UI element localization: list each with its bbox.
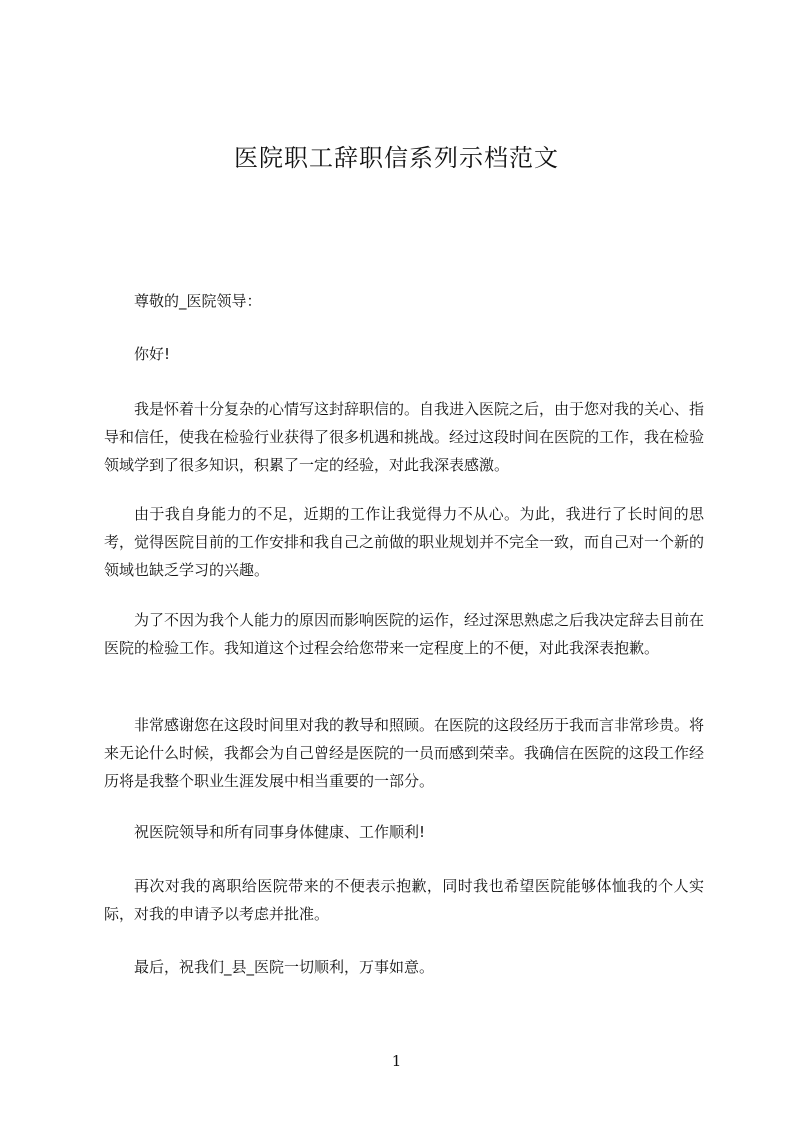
salutation: 尊敬的_医院领导： [134,292,262,310]
page-number: 1 [391,1052,402,1070]
body-paragraph: 我是怀着十分复杂的心情写这封辞职信的。自我进入医院之后，由于您对我的关心、指导和信任，使我在检验行业获得了很多机遇和挑战。经过这段时间在医院的工作，我在检验领域学到了很多知识，积累了一定的经验，对此我深表感激。 [104,400,705,474]
wishes-line: 祝医院领导和所有同事身体健康、工作顺利! [134,823,426,841]
wishes-block [104,818,704,846]
final-line: 最后，祝我们_县_医院一切顺利，万事如意。 [134,958,435,976]
salutation-block [104,287,704,315]
paragraph-2-block [104,500,704,584]
paragraph-1-block [104,395,704,479]
body-paragraph: 为了不因为我个人能力的原因而影响医院的运作，经过深思熟虑之后我决定辞去目前在医院的检验工作。我知道这个过程会给您带来一定程度上的不便，对此我深表抱歉。 [104,611,705,657]
paragraph-3-block [104,606,704,662]
closing-paragraph: 再次对我的离职给医院带来的不便表示抱歉，同时我也希望医院能够体恤我的个人实际，对我的申请予以考虑并批准。 [104,877,704,923]
body-paragraph: 由于我自身能力的不足，近期的工作让我觉得力不从心。为此，我进行了长时间的思考，觉得医院目前的工作安排和我自己之前做的职业规划并不完全一致，而自己对一个新的领域也缺乏学习的兴趣。 [104,505,705,579]
greeting: 你好! [134,345,171,363]
final-block [104,953,704,981]
closing-block [104,872,704,928]
paragraph-4-block [104,711,704,795]
greeting-block [104,340,704,368]
body-paragraph: 非常感谢您在这段时间里对我的教导和照顾。在医院的这段经历于我而言非常珍贵。将来无论什么时候，我都会为自己曾经是医院的一员而感到荣幸。我确信在医院的这段工作经历将是我整个职业生涯发展中相当重要的一部分。 [104,716,705,790]
document-title: 医院职工辞职信系列示档范文 [234,144,559,172]
